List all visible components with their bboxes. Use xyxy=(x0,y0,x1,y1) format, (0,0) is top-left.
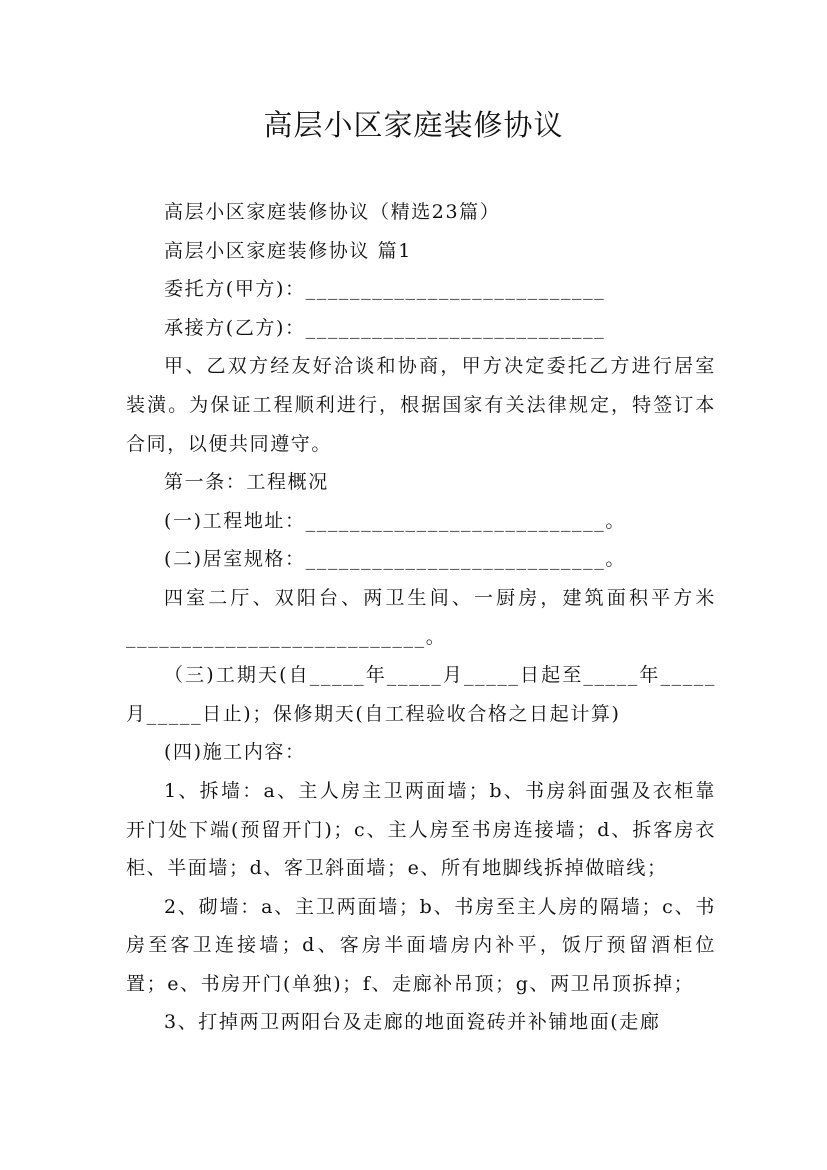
paragraph-preamble: 甲、乙双方经友好洽谈和协商，甲方决定委托乙方进行居室装潢。为保证工程顺利进行，根据国家有关法律规定，特签订本合同，以便共同遵守。 xyxy=(126,355,716,455)
paragraph-party-a: 委托方(甲方)：___________________________ xyxy=(164,278,606,301)
paragraph-item-3: 3、打掉两卫两阳台及走廊的地面瓷砖并补铺地面(走廊 xyxy=(164,1011,661,1034)
paragraph-party-b: 承接方(乙方)：___________________________ xyxy=(164,316,606,339)
document-title: 高层小区家庭装修协议 xyxy=(263,108,564,142)
paragraph-item-2: 2、砌墙：a、主卫两面墙；b、书房至主人房的隔墙；c、书房至客卫连接墙；d、客房半面墙房内补平，饭厅预留酒柜位置；e、书房开门(单独)；f、走廊补吊顶；g、两卫吊顶拆掉； xyxy=(126,895,716,995)
paragraph-item-1: 1、拆墙：a、主人房主卫两面墙；b、书房斜面强及衣柜靠开门处下端(预留开门)；c、主人房至书房连接墙；d、拆客房衣柜、半面墙；d、客卫斜面墙；e、所有地脚线拆掉做暗线； xyxy=(126,779,716,880)
paragraph-address: (一)工程地址：___________________________。 xyxy=(164,509,626,532)
paragraph-layout: 四室二厅、双阳台、两卫生间、一厨房，建筑面积平方米___________________________。 xyxy=(126,586,716,648)
paragraph-section-heading: 高层小区家庭装修协议 篇1 xyxy=(164,239,412,262)
paragraph-article-1: 第一条：工程概况 xyxy=(164,471,329,494)
paragraph-subtitle: 高层小区家庭装修协议（精选23篇） xyxy=(164,201,501,223)
paragraph-schedule: （三)工期天(自_____年_____月_____日起至_____年_____月_____日止)；保修期天(自工程验收合格之日起计算) xyxy=(126,664,716,725)
document-body xyxy=(126,193,716,1042)
paragraph-scope-heading: (四)施工内容： xyxy=(164,741,306,764)
paragraph-spec: (二)居室规格：___________________________。 xyxy=(164,548,626,571)
